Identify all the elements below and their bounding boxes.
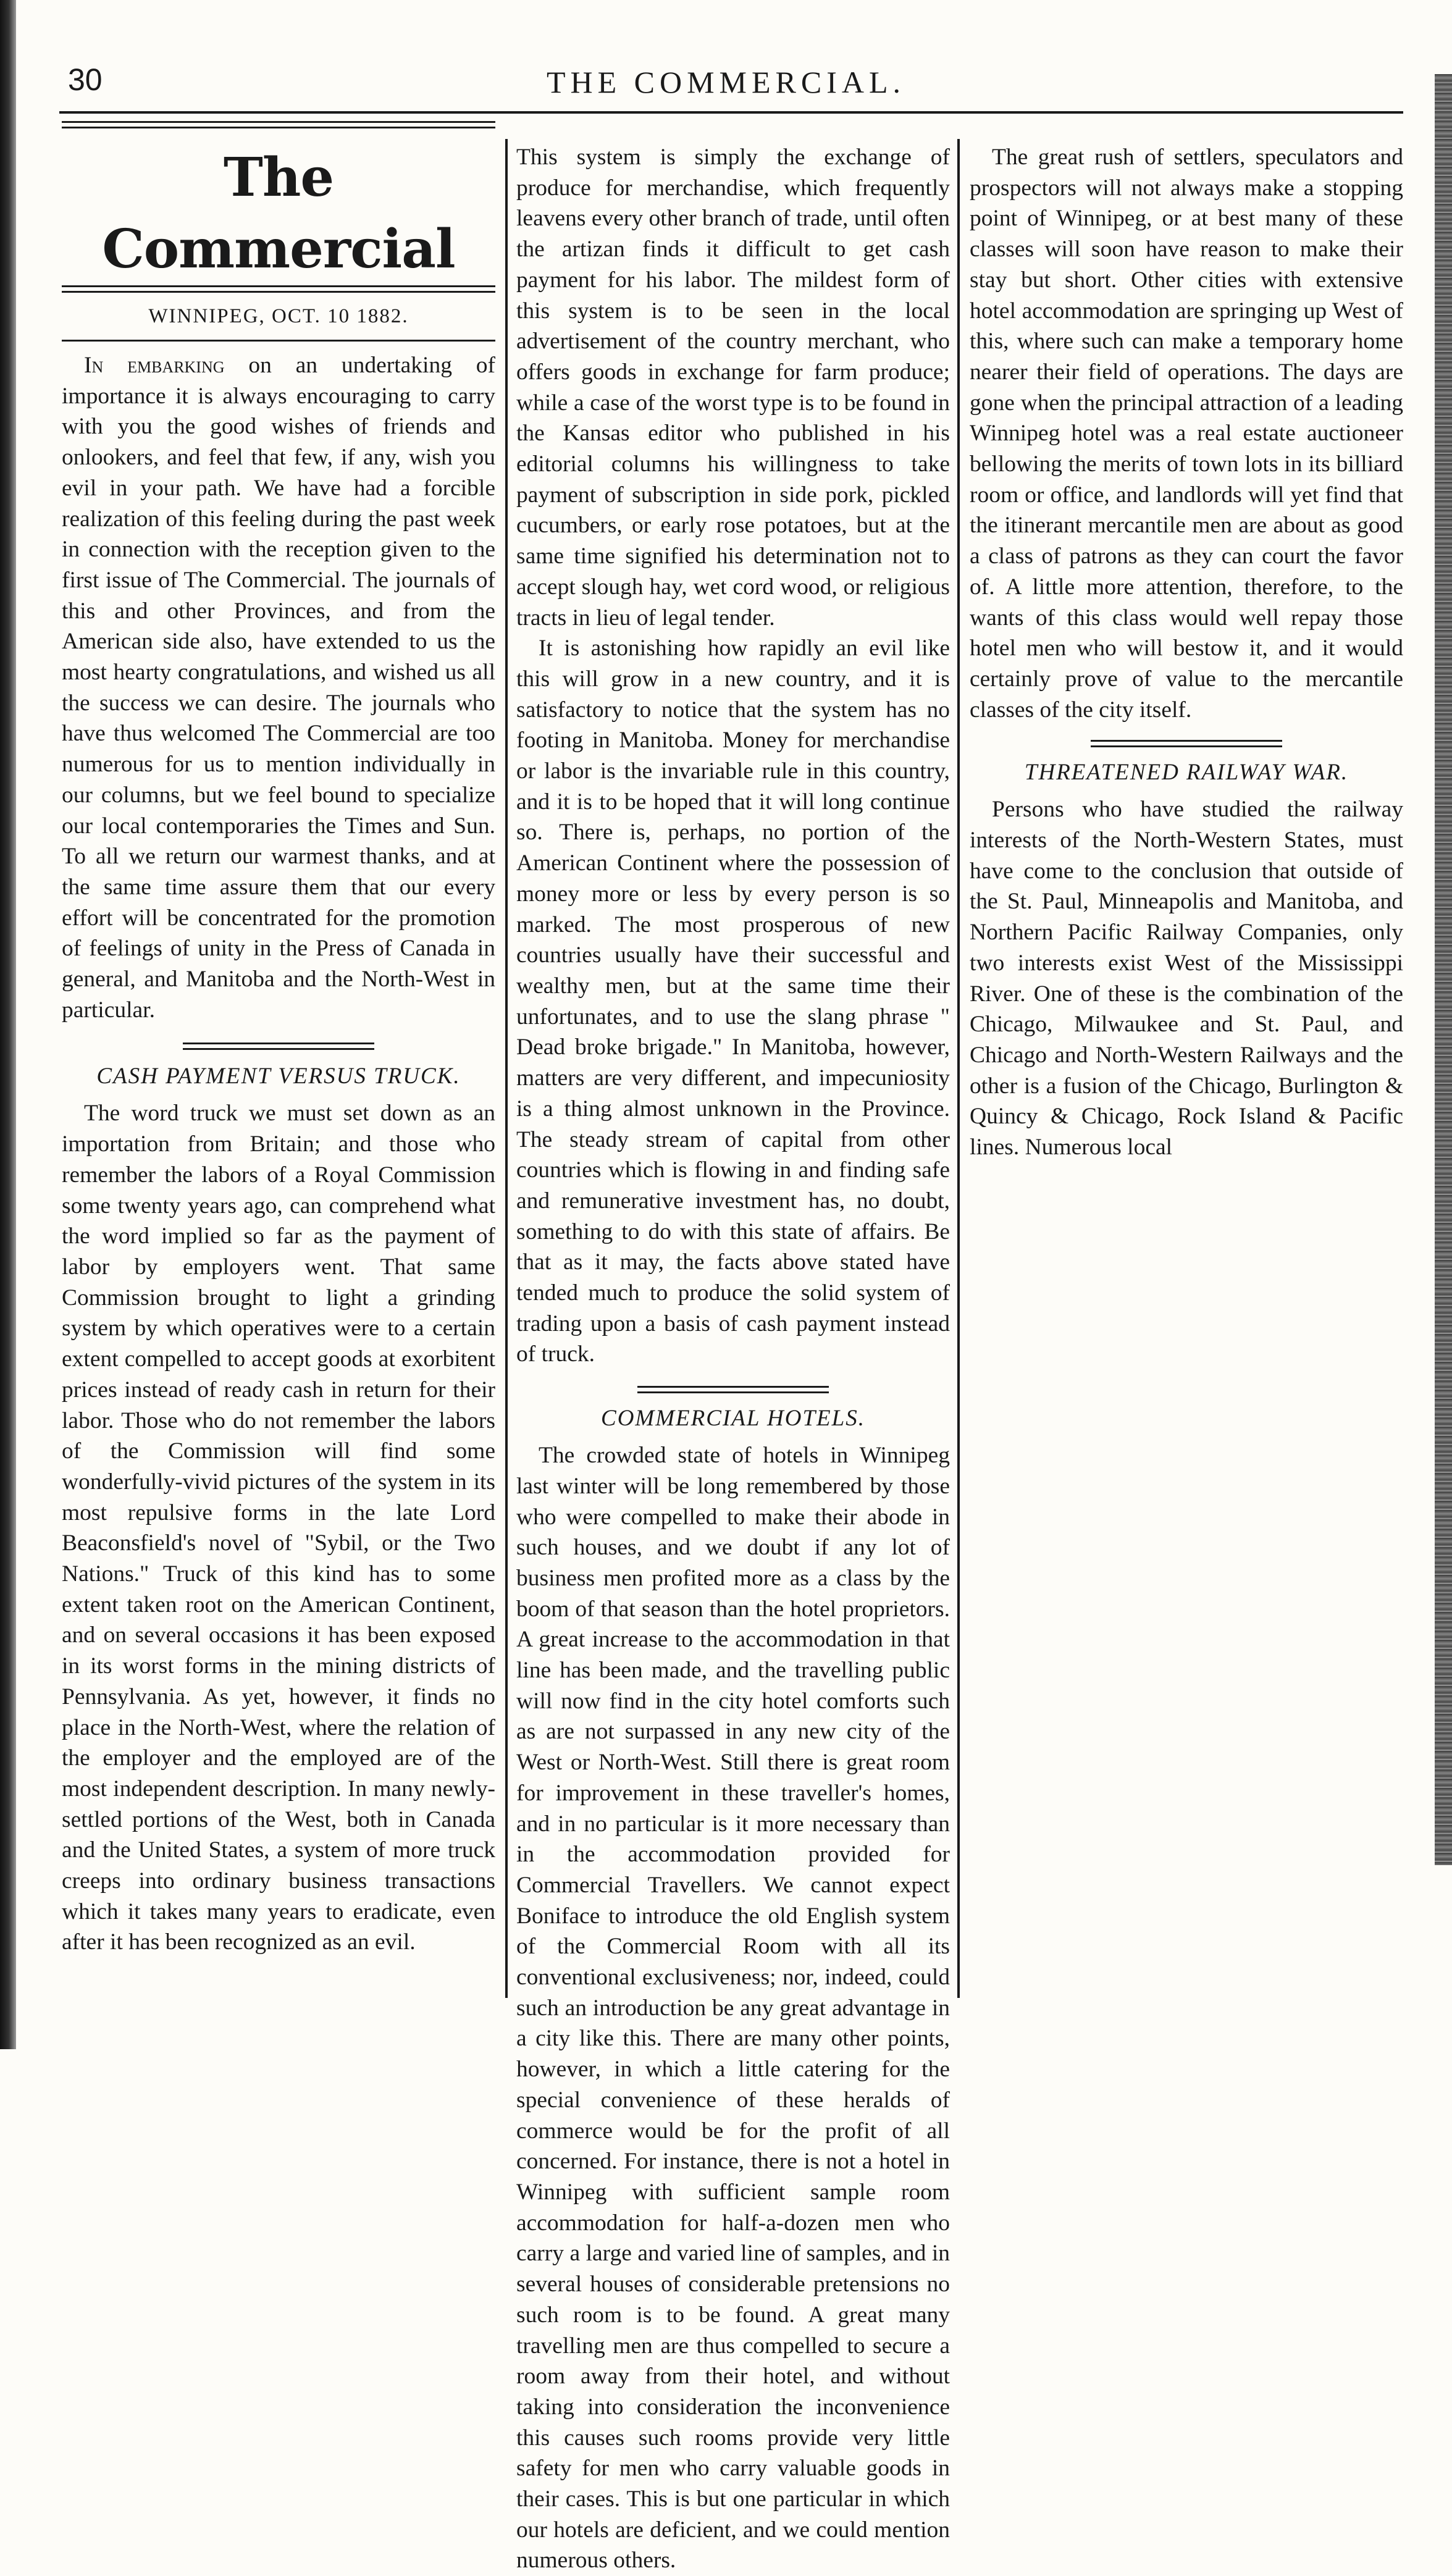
headline-railway-war: THREATENED RAILWAY WAR. — [1024, 760, 1349, 786]
header-rule — [59, 111, 1403, 114]
column-1 — [62, 142, 495, 1958]
column-2 — [516, 142, 950, 2576]
page-binding-edge — [0, 0, 16, 2049]
masthead-rule — [62, 285, 495, 293]
hotels-paragraph-1: The crowded state of hotels in Winnipeg last winter will be long remembered by those who were compelled to make their abode in such houses, and we doubt if any lot of business men profited more as a class by the boom of that season than the hotel proprietors. A great increase to the accommodation in that line has been made, and the travelling public will now find in the city hotel comforts such as are not surpassed in any new city of the West or North-West. Still there is great room for improvement in these traveller's homes, and in no particular is it more necessary than in the accommodation provided for Commercial Travellers. We cannot expect Boniface to introduce the old English system of the Commercial Room with all its conventional exclusiveness; nor, indeed, could such an introduction be any great advantage in a city like this. There are many other points, however, in which a little catering for the special convenience of these heralds of commerce would be for the profit of all concerned. For instance, there is not a hotel in Winnipeg with sufficient sample room accommodation for half-a-dozen men who carry a large and varied line of samples, and in several houses of considerable pretensions no such room is to be found. A great many travelling men are thus compelled to secure a room away from their hotel, and without taking into consideration the inconvenience this causes such rooms provide very little safety for men who carry valuable goods in their cases. This is but one particular in which our hotels are deficient, and we could mention numerous others. — [516, 1443, 950, 2574]
cash-paragraph-1: The word truck we must set down as an importation from Britain; and those who remember the labors of a Royal Commission some twenty years ago, can comprehend what the word implied so far as the payment of labor by employers went. That same Commission brought to light a grinding system by which operatives were to a certain extent compelled to accept goods at exorbitent prices instead of ready cash in return for their labor. Those who do not remember the labors of the Commission will find some wonderfully-vivid pictures of the system in its most repulsive forms in the late Lord Beaconsfield's novel of "Sybil, or the Two Nations." Truck of this kind has to some extent taken root on the American Continent, and on several occasions it has been exposed in its worst forms in the mining districts of Pennsylvania. As yet, however, it finds no place in the North-West, where the relation of the employer and the employed are of the most independent description. In many newly-settled portions of the West, both in Canada and the United States, a system of more truck creeps into ordinary business transactions which it takes many years to eradicate, even after it has been recognized as an evil. — [62, 1101, 495, 1955]
section-divider — [637, 1386, 829, 1393]
masthead-top-rule-2 — [62, 127, 495, 128]
column-divider-2 — [957, 139, 960, 1998]
cash-paragraph-3: It is astonishing how rapidly an evil like this will grow in a new country, and it is satisfactory to notice that the system has no footing in Manitoba. Money for merchandise or labor is the invariable rule in this country, and it is to be hoped that it will long continue so. There is, perhaps, no portion of the American Continent where the possession of money more or less by every person is so marked. The most prosperous of new countries usually have their successful and wealthy men, but at the same time their unfortunates, and to use the slang phrase " Dead broke brigade." In Manitoba, however, matters are very different, and impecuniosity is a thing almost unknown in the Province. The steady stream of capital from other countries which is flowing in and finding safe and remunerative investment has, no doubt, something to do with this state of affairs. Be that as it may, the facts above stated have tended much to produce the solid system of trading upon a basis of cash payment instead of truck. — [516, 636, 950, 1367]
section-divider — [1091, 740, 1282, 747]
masthead-top-rule — [62, 121, 495, 123]
headline-commercial-hotels: COMMERCIAL HOTELS. — [601, 1406, 865, 1432]
headline-cash-payment: CASH PAYMENT VERSUS TRUCK. — [96, 1064, 461, 1089]
column-divider-1 — [505, 139, 508, 1998]
cash-paragraph-2: This system is simply the exchange of produce for merchandise, which frequently leavens every other branch of trade, until often the artizan finds it difficult to get cash payment for his labor. The mildest form of this system is to be seen in the local advertisement of the country merchant, who offers goods in exchange for farm produce; while a case of the worst type is to be found in the Kansas editor who published in his editorial columns his willingness to take payment of subscription in side pork, pickled cucumbers, or early rose potatoes, but at the same time signified his determination not to accept slough hay, wet cord wood, or religious tracts in lieu of legal tender. — [516, 145, 950, 631]
dateline: WINNIPEG, OCT. 10 1882. — [148, 305, 409, 327]
page-number: 30 — [68, 62, 103, 97]
page-torn-edge — [1435, 74, 1452, 1865]
column-3 — [970, 142, 1403, 1163]
dateline-rule — [62, 340, 495, 342]
intro-paragraph — [62, 350, 495, 1025]
running-title: THE COMMERCIAL. — [546, 65, 906, 99]
masthead-title: The Commercial — [102, 146, 455, 280]
intro-lead: In embarking — [84, 353, 225, 378]
intro-text: on an undertaking of importance it is always encouraging to carry with you the good wishes of friends and onlookers, and feel that few, if any, wish you evil in your path. We have had a forcible realization of this feeling during the past week in connection with the reception given to the first issue of The Commercial. The journals of this and other Provinces, and from the American side also, have extended to us the most hearty congratulations, and wished us all the success we can desire. The journals who have thus welcomed The Commercial are too numerous for us to mention individually in our columns, but we feel bound to specialize our local contemporaries the Times and Sun. To all we return our warmest thanks, and at the same time assure them that our every effort will be concentrated for the promotion of feelings of unity in the Press of Canada in general, and Manitoba and the North-West in particular. — [62, 353, 496, 1023]
section-divider — [183, 1043, 374, 1050]
hotels-paragraph-2: The great rush of settlers, speculators and prospectors will not always make a stopping point of Winnipeg, or at best many of these classes will soon have reason to make their stay but short. Other cities with extensive hotel accommodation are springing up West of this, where such can make a temporary home nearer their field of operations. The days are gone when the principal attraction of a leading Winnipeg hotel was a real estate auctioneer bellowing the merits of town lots in its billiard room or office, and landlords will yet find that the itinerant mercantile men are about as good a class of patrons as they can court the favor of. A little more attention, therefore, to the wants of this class would well repay those hotel men who will bestow it, and it would certainly prove of value to the mercantile classes of the city itself. — [970, 145, 1403, 723]
railway-paragraph-1: Persons who have studied the railway interests of the North-Western States, must have come to the conclusion that outside of the St. Paul, Minneapolis and Manitoba, and Northern Pacific Railway Companies, only two interests exist West of the Mississippi River. One of these is the combination of the Chicago, Milwaukee and St. Paul, and Chicago and North-Western Railways and the other is a fusion of the Chicago, Burlington & Quincy & Chicago, Rock Island & Pacific lines. Numerous local — [970, 797, 1403, 1160]
